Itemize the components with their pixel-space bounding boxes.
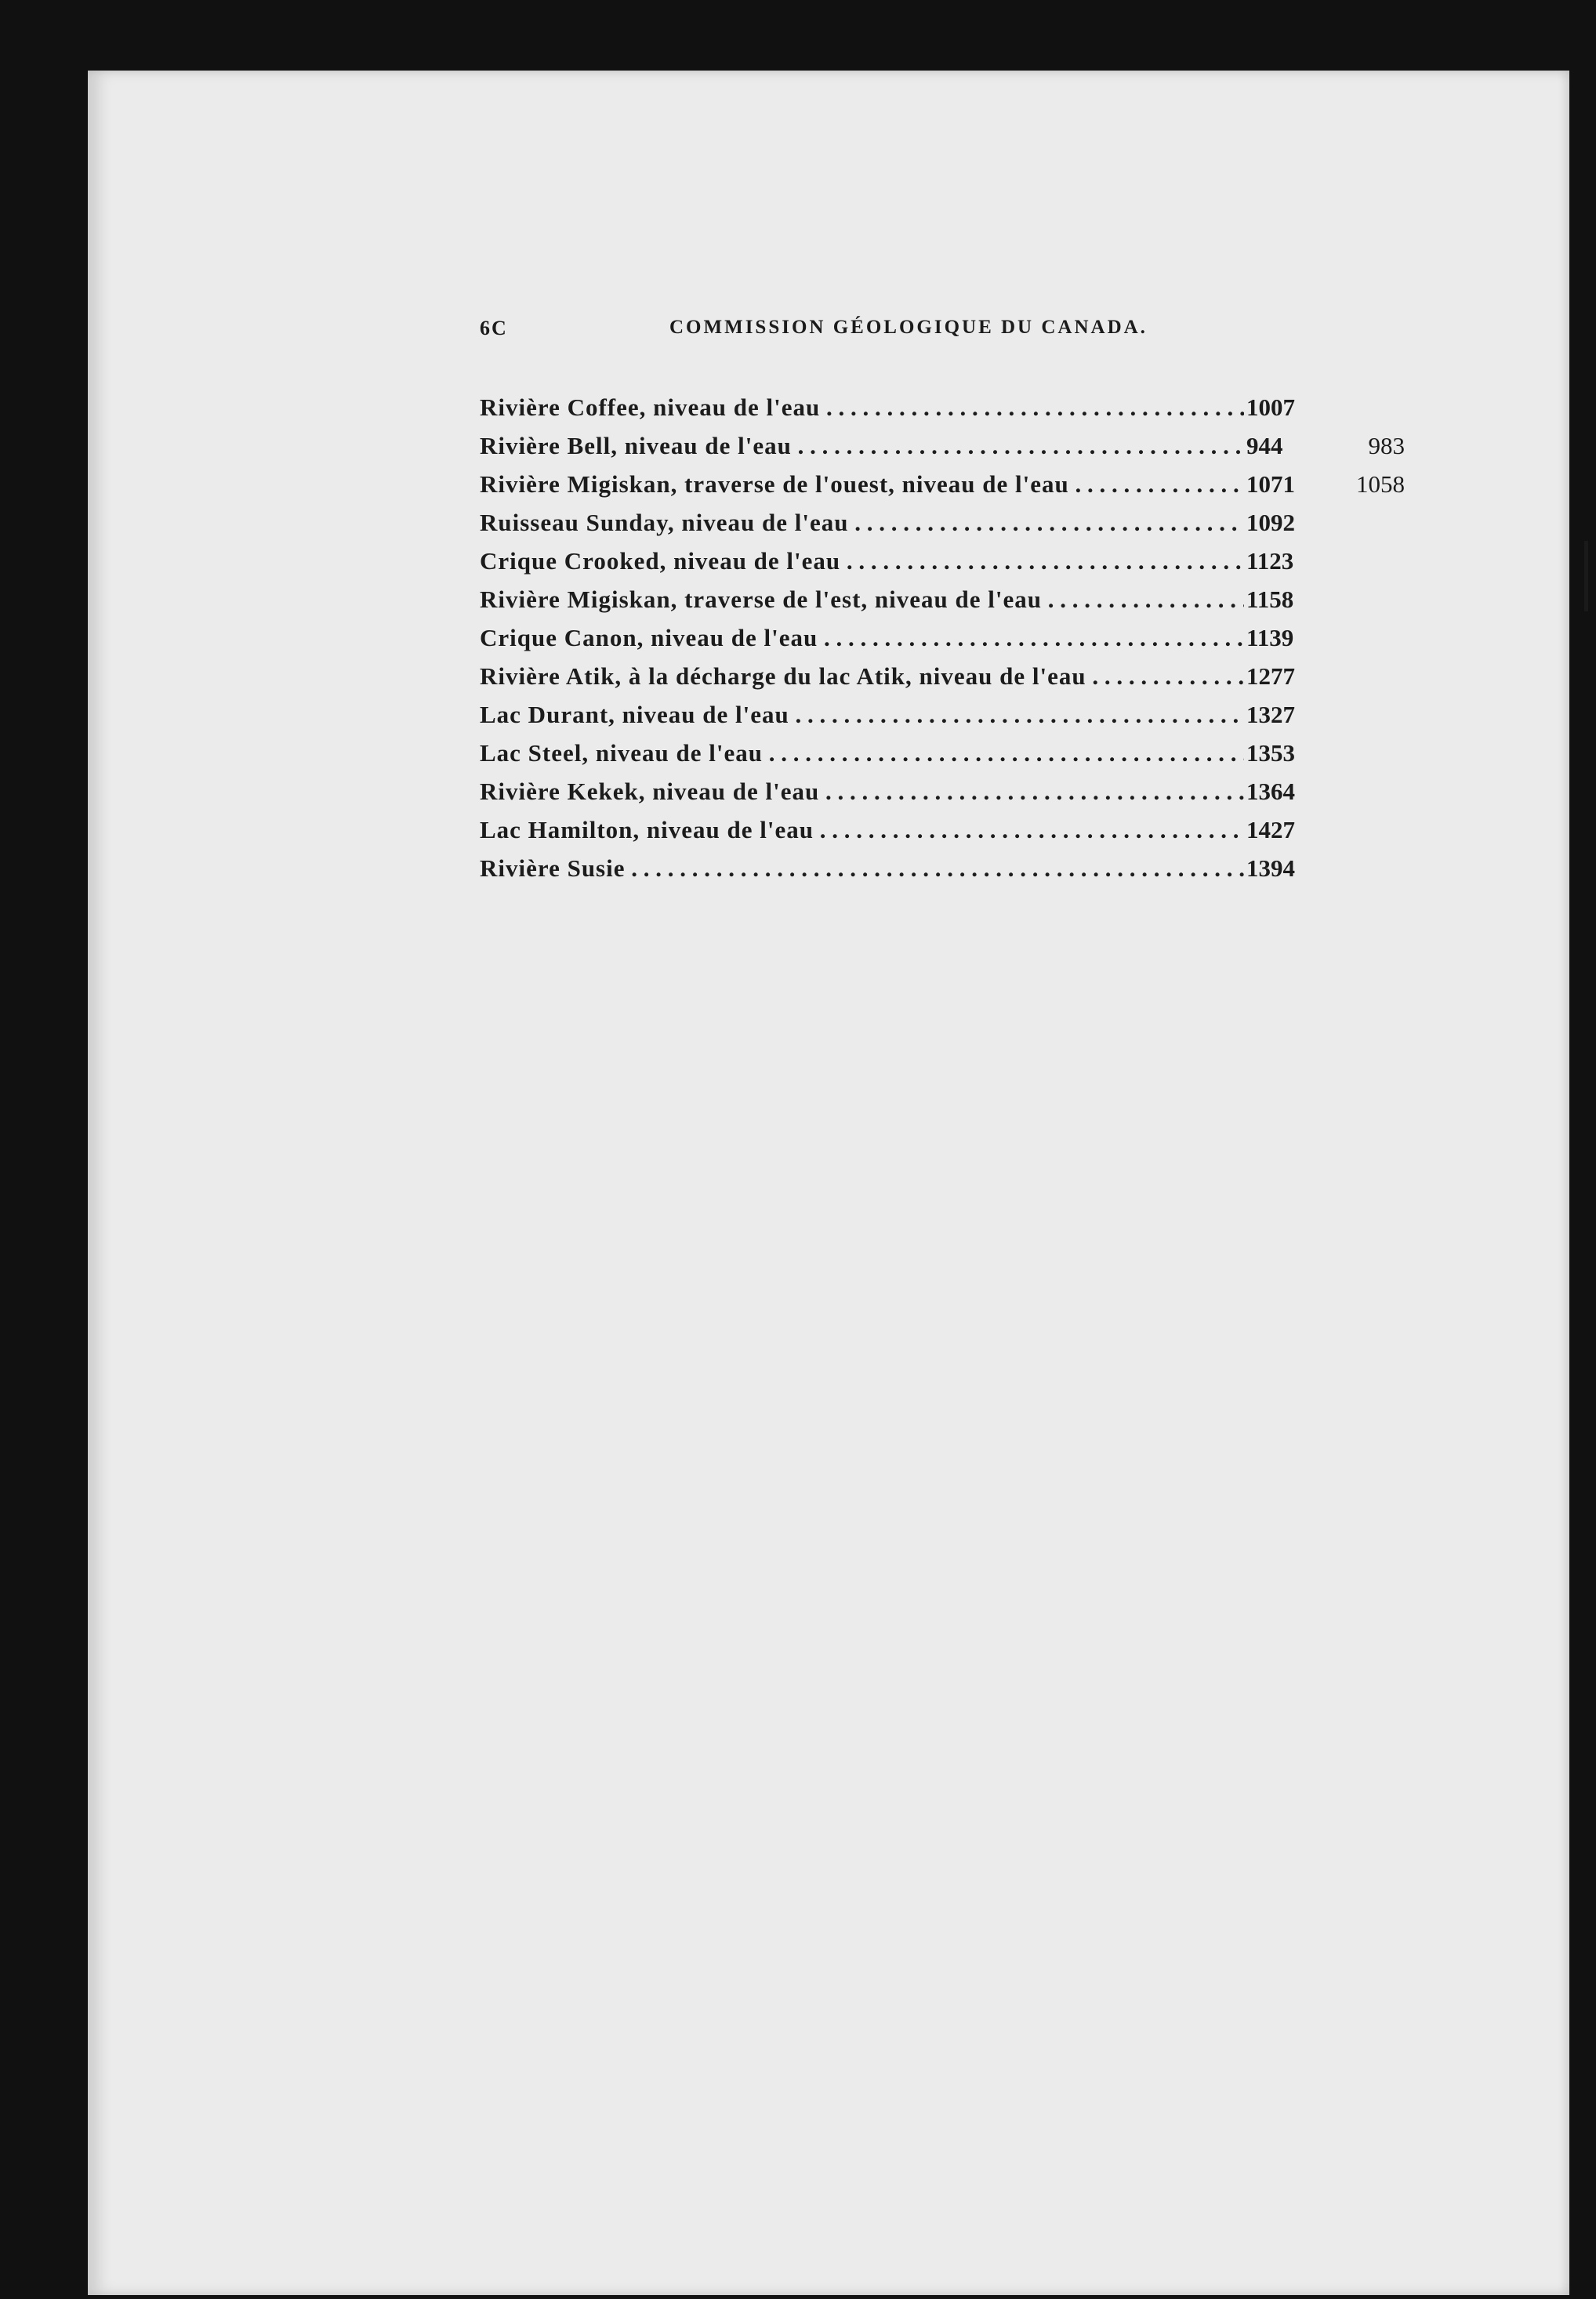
altitude-value: 1353 [1246,734,1333,772]
list-item [480,734,1389,772]
altitude-value: 1139 [1246,618,1333,657]
location-name: Rivière Susie . . . [480,849,1244,887]
location-name: Crique Canon, niveau de l'eau . . . [480,618,1244,657]
altitude-value: 1123 [1246,542,1333,580]
location-name: Crique Crooked, niveau de l'eau . . . [480,542,1244,580]
location-name: Rivière Coffee, niveau de l'eau . . . [480,388,1244,426]
location-name: Rivière Atik, à la décharge du lac Atik, niveau de l'eau . . . [480,657,1244,695]
list-item [480,849,1389,887]
list-item [480,618,1389,657]
page-number: 6C [480,317,508,339]
list-item [480,465,1405,503]
page-header [480,312,1248,359]
list-item [480,503,1389,542]
list-item [480,542,1389,580]
list-item [480,810,1389,849]
list-item [480,657,1389,695]
location-name: Ruisseau Sunday, niveau de l'eau . . . [480,503,1244,542]
list-item [480,772,1389,810]
list-item [480,426,1405,465]
altitude-value: 1092 [1246,503,1333,542]
location-name: Rivière Bell, niveau de l'eau . . . [480,426,1244,465]
altitude-alt-value: 1058 [1356,470,1405,498]
altitude-value: 1007 [1246,388,1333,426]
altitude-alt-value: 983 [1368,432,1405,459]
altitude-value: 1071 [1246,465,1333,503]
altitude-list [480,388,1405,887]
running-title: COMMISSION GÉOLOGIQUE DU CANADA. [669,317,1148,338]
location-name: Rivière Kekek, niveau de l'eau . . . [480,772,1244,810]
altitude-value: 1394 [1246,849,1333,887]
altitude-value: 1364 [1246,772,1333,810]
altitude-value: 1327 [1246,695,1333,734]
page-edge-mark [1584,541,1588,611]
altitude-value: 1158 [1246,580,1333,618]
list-item [480,388,1389,426]
location-name: Lac Steel, niveau de l'eau . . . [480,734,1244,772]
location-name: Lac Durant, niveau de l'eau . . . [480,695,1244,734]
list-item [480,695,1389,734]
location-name: Rivière Migiskan, traverse de l'est, niveau de l'eau . . . [480,580,1244,618]
altitude-value: 1277 [1246,657,1333,695]
list-item [480,580,1389,618]
location-name: Lac Hamilton, niveau de l'eau . . . [480,810,1244,849]
location-name: Rivière Migiskan, traverse de l'ouest, niveau de l'eau . . . [480,465,1244,503]
altitude-value: 1427 [1246,810,1333,849]
altitude-value: 944 [1246,426,1333,465]
